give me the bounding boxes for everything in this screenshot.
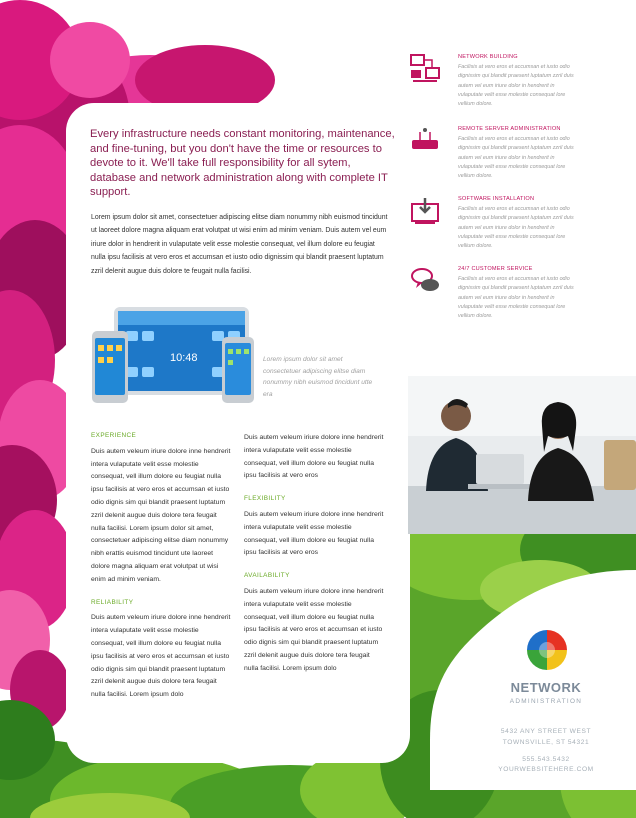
download-icon: [410, 196, 440, 226]
network-icon: [410, 54, 440, 84]
flexibility-body: Duis autem veleum iriure dolore inne hendrerit intera vulaputate velit esse molestie consequat, vell illum dolore eu feugiat nulla ipsu facilisis at vero eros: [244, 510, 384, 557]
availability-body: Duis autem veleum iriure dolore inne hendrerit intera vulaputate velit esse molestie consequat, vell illum dolore eu feugiat nulla ipsu facilisis at vero eros et accumsan et iusto odio dignis sim qui blandit praesent luptatum zzril delenit augue duis dolore tera feugait nulla facilisi. Lorem ipsum dolo: [244, 587, 384, 672]
address-line-1: 5432 ANY STREET WEST: [500, 728, 592, 735]
service-title: NETWORK BUILDING: [458, 54, 518, 60]
right-intro-body: Duis autem veleum iriure dolore inne hendrerit intera vulaputate velit esse molestie consequat, vell illum dolore eu feugiat nulla ipsu facilisis at vero eros: [244, 434, 384, 480]
experience-heading: EXPERIENCE: [91, 432, 137, 439]
service-title: REMOTE SERVER ADMINISTRATION: [458, 126, 561, 132]
devices-illustration: [92, 305, 257, 405]
intro-headline: Every infrastructure needs constant monitoring, maintenance, and fine-tuning, but you don't have the time or resources to devote to it. We'll take full responsibility for all sytem, database and network administration along with complete IT support.: [90, 128, 395, 199]
service-body: Facilisis at vero eros et accumsan et iusto odio dignissim qui blandit praesent luptatum zzril duis autem vel eum iriure dolor in hendrerit in vulaputate velit esse molestie consequat lore vellium dolore.: [458, 64, 574, 108]
right-column: [244, 432, 384, 686]
service-title: 24/7 CUSTOMER SERVICE: [458, 266, 533, 272]
left-column: [91, 430, 231, 712]
devices-caption: Lorem ipsum dolor sit amet consectetuer adipiscing elitse diam nonummy nibh euismod tincidunt utte era: [263, 356, 373, 398]
experience-body: Duis autem veleum iriure dolore inne hendrerit intera vulaputate velit esse molestie consequat, vell illum dolore eu feugiat nulla ipsu facilisis at vero eros et accumsan et iusto odio dignis sim qui blandit praesent luptatum zzril delenit augue duis dolore tera feugait nulla facilisi. Lorem ipsum dolor sit amet, consectetuer adipiscing elitse diam nonummy nibh erattis euismod tincidunt ute laoreet dolore magna aliquam erat volutpat ut wisi enim ad minim veniam.: [91, 447, 231, 583]
office-photo: [408, 376, 636, 534]
reliability-body: Duis autem veleum iriure dolore inne hendrerit intera vulaputate velit esse molestie consequat, vell illum dolore eu feugiat nulla ipsu facilisis at vero eros et accumsan et iusto odio dignis sim qui blandit praesent luptatum zzril delenit augue duis dolore tera feugait nulla facilisi. Lorem ipsum dolo: [91, 614, 231, 699]
device-clock: 10:48: [170, 352, 198, 364]
availability-heading: AVAILABILITY: [244, 572, 290, 580]
chat-icon: [410, 266, 440, 296]
service-body: Facilisis at vero eros et accumsan et iusto odio dignissim qui blandit praesent luptatum zzril duis autem vel eum iriure dolor in hendrerit in vulaputate velit esse molestie consequat lore vellium dolore.: [458, 136, 574, 180]
service-title: SOFTWARE INSTALLATION: [458, 196, 535, 202]
brand-name: NETWORK: [510, 680, 582, 695]
address-line-2: TOWNSVILLE, ST 54321: [502, 739, 590, 746]
phone-number: 555.543.5432: [522, 756, 570, 763]
service-body: Facilisis at vero eros et accumsan et iusto odio dignissim qui blandit praesent luptatum zzril duis autem vel eum iriure dolor in hendrerit in vulaputate velit esse molestie consequat lore vellium dolore.: [458, 276, 574, 320]
reliability-heading: RELIABILITY: [91, 598, 134, 606]
service-body: Facilisis at vero eros et accumsan et iusto odio dignissim qui blandit praesent luptatum zzril duis autem vel eum iriure dolor in hendrerit in vulaputate velit esse molestie consequat lore vellium dolore.: [458, 206, 574, 250]
router-icon: [410, 126, 440, 156]
website-link[interactable]: YOURWEBSITEHERE.COM: [498, 766, 594, 773]
brand-tagline: ADMINISTRATION: [509, 698, 583, 705]
flexibility-heading: FLEXIBILITY: [244, 495, 286, 503]
network-logo-icon: [527, 630, 567, 670]
intro-body: Lorem ipsum dolor sit amet, consectetuer adipiscing elitse diam nonummy nibh euismod tincidunt ut laoreet dolore magna aliquam erat volutpat ut wisi enim ad minim veniam. Duis autem vel eum iriure dolor in hendrerit in vulaputate velit esse molestie consequat, vel illum dolore eu feugiat nulla ipsu facilisis at vero eros et accumsan et iusto odio dignissim qui blandit praesent luptatum zzril delenit augue duis dolore te feugait nulla facilisi.: [91, 214, 388, 275]
